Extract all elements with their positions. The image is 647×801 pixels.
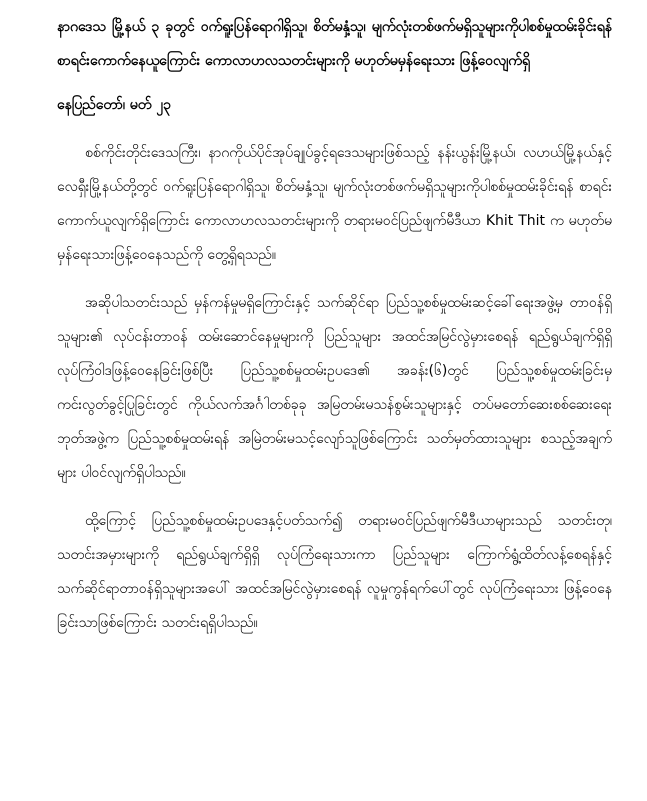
article-paragraph-2: အဆိုပါသတင်းသည် မှန်ကန်မှုမရှိကြောင်းနှင့် သက်ဆိုင်ရာ ပြည်သူ့စစ်မှုထမ်းဆင့်ခေါ်ရေးအဖွဲ့မှ တာဝန်ရှိသူများ၏ လုပ်ငန်းတာဝန် ထမ်းဆောင်နေမှုများကို ပြည်သူများ အထင်အမြင်လွဲမှားစေရန် ရည်ရွယ်ချက်ရှိရှိ လုပ်ကြံဝါဒဖြန့်ဝေနေခြင်းဖြစ်ပြီး ပြည်သူ့စစ်မှုထမ်းဥပဒေ၏ အခန်း(၆)တွင် ပြည်သူ့စစ်မှုထမ်းခြင်းမှ ကင်းလွတ်ခွင့်ပြုခြင်းတွင် ကိုယ်လက်အင်္ဂါတစ်ခုခု အမြတမ်းမသန်စွမ်းသူများနှင့် တပ်မတော်ဆေးစစ်ဆေးရေးဘုတ်အဖွဲ့က ပြည်သူ့စစ်မှုထမ်းရန် အမြဲတမ်းမသင့်လျော်သူဖြစ်ကြောင်း သတ်မှတ်ထားသူများ စသည့်အချက်များ ပါဝင်လျက်ရှိပါသည်။ [57, 295, 612, 481]
article-dateline: နေပြည်တော်၊ မတ် ၂၃ [57, 97, 172, 113]
article-paragraph-3: ထို့ကြောင့် ပြည်သူ့စစ်မှုထမ်းဥပဒေနှင့်ပတ်သက်၍ တရားမဝင်ပြည်ဖျက်မီဒီယာများသည် သတင်းတု၊ သတင်းအမှားများကို ရည်ရွယ်ချက်ရှိရှိ လုပ်ကြံရေးသားကာ ပြည်သူများ ကြောက်ရွံ့ထိတ်လန့်စေရန်နှင့် သက်ဆိုင်ရာတာဝန်ရှိသူများအပေါ် အထင်အမြင်လွဲမှားစေရန် လူမှုကွန်ရက်ပေါ်တွင် လုပ်ကြံရေးသား ဖြန့်ဝေနေခြင်းသာဖြစ်ကြောင်း သတင်းရရှိပါသည်။ [57, 513, 612, 631]
article-paragraph-1: စစ်ကိုင်းတိုင်းဒေသကြီး၊ နာဂကိုယ်ပိုင်အုပ်ချုပ်ခွင့်ရဒေသများဖြစ်သည့် နန်းယွန်းမြို့နယ်၊ လဟယ်မြို့နယ်နှင့် လေရှီးမြို့နယ်တို့တွင် ဝက်ရူးပြန်ရောဂါရှိသူ၊ စိတ်မနှံ့သူ၊ မျက်လုံးတစ်ဖက်မရှိသူများကိုပါစစ်မှုထမ်းခိုင်းရန် စာရင်းကောက်ယူလျက်ရှိကြောင်း ကောလာဟလသတင်းများကို တရားမဝင်ပြည်ဖျက်မီဒီယာ Khit Thit က မဟုတ်မမှန်ရေးသားဖြန့်ဝေနေသည်ကို တွေ့ရှိရသည်။ [57, 145, 612, 263]
article [57, 10, 612, 640]
article-headline: နာဂဒေသ မြို့နယ် ၃ ခုတွင် ဝက်ရူးပြန်ရောဂါရှိသူ၊ စိတ်မနှံ့သူ၊ မျက်လုံးတစ်ဖက်မရှိသူများကိုပါစစ်မှုထမ်းခိုင်းရန်စာရင်းကောက်နေယူကြောင်း ကောလာဟလသတင်းများကို မဟုတ်မမှန်ရေးသား ဖြန့်ဝေလျက်ရှိ [57, 19, 612, 69]
